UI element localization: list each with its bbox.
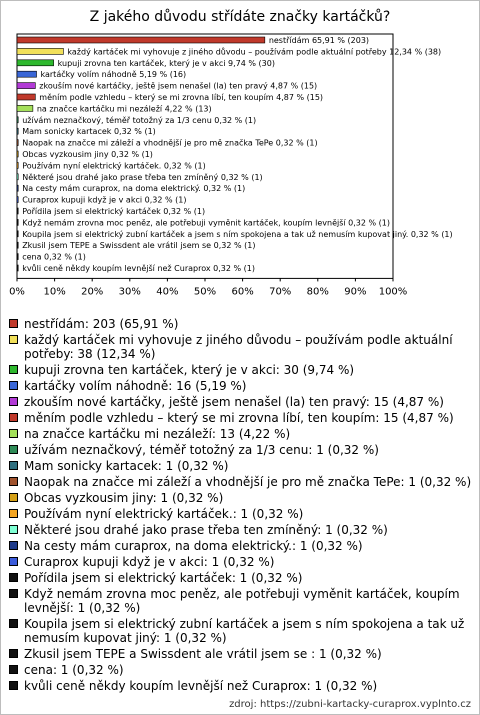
bar-label: Pořídila jsem si elektrický kartáček 0,32 % (1) bbox=[22, 207, 206, 216]
legend-item bbox=[9, 491, 473, 505]
bar-label: na značce kartáčku mi nezáleží 4,22 % (13) bbox=[36, 104, 212, 114]
legend-label: kupuji zrovna ten kartáček, který je v akci: 30 (9,74 %) bbox=[24, 363, 355, 377]
legend-item bbox=[9, 379, 473, 393]
legend-label: měním podle vzhledu – který se mi zrovna líbí, ten koupím: 15 (4,87 %) bbox=[24, 411, 454, 425]
bar bbox=[17, 128, 18, 134]
legend-item bbox=[9, 617, 473, 645]
bar-label: Koupila jsem si elektrický zubní kartáček a jsem s ním spokojena a tak už nemusím kupovat jiný. 0,32 % (1) bbox=[22, 229, 453, 239]
legend-swatch bbox=[9, 397, 18, 406]
bar-label: každý kartáček mi vyhovuje z jiného důvodu – používám podle aktuální potřeby 12,34 % (38) bbox=[67, 47, 442, 57]
legend-swatch bbox=[9, 319, 18, 328]
x-tick-label: 40% bbox=[156, 286, 179, 298]
bar bbox=[17, 48, 63, 54]
bar-label: kvůli ceně někdy koupím levnější než Curaprox 0,32 % (1) bbox=[22, 264, 255, 273]
legend-item bbox=[9, 523, 473, 537]
legend-label: Mam sonicky kartacek: 1 (0,32 %) bbox=[24, 459, 229, 473]
bar bbox=[17, 197, 18, 203]
x-tick-label: 0% bbox=[9, 286, 25, 298]
legend-label: užívám neznačkový, téměř totožný za 1/3 cenu: 1 (0,32 %) bbox=[24, 443, 379, 457]
legend-swatch bbox=[9, 429, 18, 438]
bar bbox=[17, 105, 33, 111]
bar bbox=[17, 185, 18, 191]
legend-item bbox=[9, 647, 473, 661]
bar-chart bbox=[1, 31, 479, 311]
legend-swatch bbox=[9, 541, 18, 550]
x-tick-label: 60% bbox=[231, 286, 254, 298]
legend-item bbox=[9, 507, 473, 521]
bar-label: Používám nyní elektrický kartáček. 0,32 % (1) bbox=[22, 161, 206, 171]
bar-label: cena 0,32 % (1) bbox=[22, 252, 86, 262]
legend-label: nestřídám: 203 (65,91 %) bbox=[24, 317, 179, 331]
bar-label: Obcas vyzkousim jiny 0,32 % (1) bbox=[22, 150, 153, 159]
legend-item bbox=[9, 475, 473, 489]
legend-item bbox=[9, 459, 473, 473]
legend-swatch bbox=[9, 365, 18, 374]
legend-swatch bbox=[9, 681, 18, 690]
legend-swatch bbox=[9, 509, 18, 518]
legend-item bbox=[9, 443, 473, 457]
bar bbox=[17, 117, 18, 123]
bar-label: nestřídám 65,91 % (203) bbox=[268, 36, 370, 45]
legend-swatch bbox=[9, 493, 18, 502]
x-tick-label: 80% bbox=[306, 286, 329, 298]
x-tick-label: 90% bbox=[344, 286, 367, 298]
bar bbox=[17, 71, 37, 77]
legend-label: kvůli ceně někdy koupím levnější než Curaprox: 1 (0,32 %) bbox=[24, 679, 378, 693]
legend-label: Když nemám zrovna moc peněz, ale potřebuji vyměnit kartáček, koupím levnější: 1 (0,32 %) bbox=[24, 587, 460, 615]
x-tick-label: 20% bbox=[81, 286, 104, 298]
legend-item bbox=[9, 539, 473, 553]
legend-label: Některé jsou drahé jako prase třeba ten zmíněný: 1 (0,32 %) bbox=[24, 523, 388, 537]
legend-swatch bbox=[9, 557, 18, 566]
legend-item bbox=[9, 587, 473, 615]
bar bbox=[17, 219, 18, 225]
legend-item bbox=[9, 679, 473, 693]
legend-item bbox=[9, 663, 473, 677]
bar bbox=[17, 37, 265, 43]
bar bbox=[17, 242, 18, 248]
legend-label: zkouším nové kartáčky, ještě jsem nenašel (la) ten pravý: 15 (4,87 %) bbox=[24, 395, 444, 409]
bar bbox=[17, 162, 18, 168]
legend-swatch bbox=[9, 525, 18, 534]
bar bbox=[17, 208, 18, 214]
bar-label: Zkusil jsem TEPE a Swissdent ale vrátil jsem se 0,32 % (1) bbox=[22, 241, 256, 251]
legend-label: Koupila jsem si elektrický zubní kartáček a jsem s ním spokojena a tak už nemusím kupovat jiný: 1 (0,32 %) bbox=[24, 617, 465, 645]
legend-swatch bbox=[9, 335, 18, 344]
legend bbox=[9, 317, 473, 695]
legend-label: každý kartáček mi vyhovuje z jiného důvodu – používám podle aktuální potřeby: 38 (12,34 %) bbox=[24, 333, 453, 361]
bar-label: Když nemám zrovna moc peněz, ale potřebuji vyměnit kartáček, koupím levnější 0,32 % (1) bbox=[22, 218, 391, 228]
x-tick-label: 70% bbox=[269, 286, 292, 298]
legend-label: Obcas vyzkousim jiny: 1 (0,32 %) bbox=[24, 491, 224, 505]
legend-swatch bbox=[9, 665, 18, 674]
bar-label: kupuji zrovna ten kartáček, který je v akci 9,74 % (30) bbox=[57, 58, 275, 68]
legend-swatch bbox=[9, 477, 18, 486]
bar-label: Mam sonicky kartacek 0,32 % (1) bbox=[22, 127, 156, 137]
chart-title: Z jakého důvodu střídáte značky kartáčků? bbox=[89, 9, 391, 25]
legend-label: Pořídila jsem si elektrický kartáček: 1 (0,32 %) bbox=[24, 571, 303, 585]
legend-label: Používám nyní elektrický kartáček.: 1 (0,32 %) bbox=[24, 507, 304, 521]
legend-swatch bbox=[9, 381, 18, 390]
bar-label: měním podle vzhledu – který se mi zrovna líbí, ten koupím 4,87 % (15) bbox=[39, 93, 324, 102]
legend-item bbox=[9, 427, 473, 441]
legend-swatch bbox=[9, 445, 18, 454]
x-tick-label: 100% bbox=[378, 286, 408, 298]
legend-item bbox=[9, 333, 473, 361]
bar bbox=[17, 94, 35, 100]
legend-swatch bbox=[9, 461, 18, 470]
bar bbox=[17, 254, 18, 260]
legend-item bbox=[9, 411, 473, 425]
legend-label: kartáčky volím náhodně: 16 (5,19 %) bbox=[24, 379, 247, 393]
legend-label: Naopak na značce mi záleží a vhodnější je pro mě značka TePe: 1 (0,32 %) bbox=[24, 475, 472, 489]
legend-item bbox=[9, 317, 473, 331]
legend-swatch bbox=[9, 589, 18, 598]
x-tick-label: 50% bbox=[193, 286, 217, 298]
legend-item bbox=[9, 395, 473, 409]
legend-swatch bbox=[9, 649, 18, 658]
bar bbox=[17, 231, 18, 237]
bar-label: Na cesty mám curaprox, na doma elektrický. 0,32 % (1) bbox=[22, 184, 246, 194]
bar bbox=[17, 60, 54, 66]
bar-label: Naopak na značce mi záleží a vhodnější je pro mě značka TePe 0,32 % (1) bbox=[22, 138, 318, 148]
legend-swatch bbox=[9, 619, 18, 628]
x-tick-label: 10% bbox=[43, 286, 66, 298]
bar bbox=[17, 83, 35, 89]
bar bbox=[17, 140, 18, 146]
bar bbox=[17, 151, 18, 157]
legend-label: Zkusil jsem TEPE a Swissdent ale vrátil jsem se : 1 (0,32 %) bbox=[24, 647, 382, 661]
bar-label: zkouším nové kartáčky, ještě jsem nenašel (la) ten pravý 4,87 % (15) bbox=[39, 81, 318, 91]
bar-label: kartáčky volím náhodně 5,19 % (16) bbox=[40, 70, 187, 80]
source-note: zdroj: https://zubni-kartacky-curaprox.vyplnto.cz bbox=[229, 699, 471, 710]
legend-label: Curaprox kupuji když je v akci: 1 (0,32 %) bbox=[24, 555, 275, 569]
legend-item bbox=[9, 363, 473, 377]
bar bbox=[17, 174, 18, 180]
bar-label: užívám neznačkový, téměř totožný za 1/3 cenu 0,32 % (1) bbox=[22, 115, 257, 125]
bar-label: Některé jsou drahé jako prase třeba ten zmíněný 0,32 % (1) bbox=[22, 172, 263, 182]
legend-label: na značce kartáčku mi nezáleží: 13 (4,22 %) bbox=[24, 427, 291, 441]
legend-item bbox=[9, 571, 473, 585]
x-tick-label: 30% bbox=[118, 286, 141, 298]
legend-label: Na cesty mám curaprox, na doma elektrický.: 1 (0,32 %) bbox=[24, 539, 363, 553]
legend-swatch bbox=[9, 413, 18, 422]
bar-label: Curaprox kupuji když je v akci 0,32 % (1) bbox=[22, 195, 187, 205]
bar bbox=[17, 265, 18, 271]
legend-swatch bbox=[9, 573, 18, 582]
legend-item bbox=[9, 555, 473, 569]
legend-label: cena: 1 (0,32 %) bbox=[24, 663, 124, 677]
